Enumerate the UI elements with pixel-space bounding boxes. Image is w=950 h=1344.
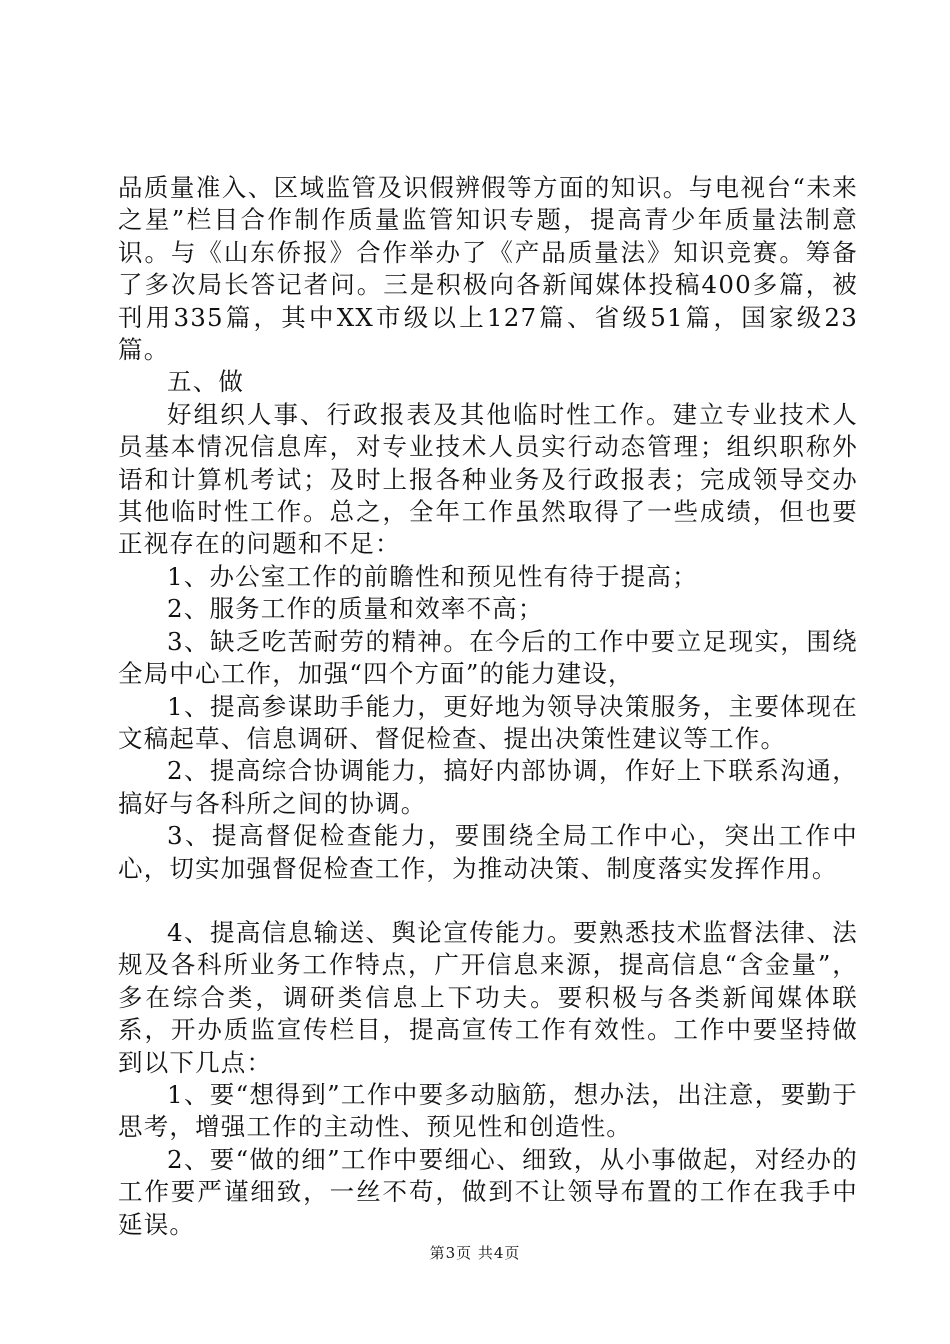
ability-item-3: 3、提高督促检查能力，要围绕全局工作中心，突出工作中心，切实加强督促检查工作，为推动决策、制度落实发挥作用。 — [118, 821, 858, 883]
page-footer: 第3页 共4页 — [429, 1244, 521, 1262]
problem-item-3: 3、缺乏吃苦耐劳的精神。在今后的工作中要立足现实，围绕全局中心工作，加强“四个方面”的能力建设， — [118, 626, 858, 689]
problem-item-2: 2、服务工作的质量和效率不高； — [167, 594, 544, 624]
ability-item-1: 1、提高参谋助手能力，更好地为领导决策服务，主要体现在文稿起草、信息调研、督促检查、提出决策性建议等工作。 — [118, 691, 858, 753]
section-heading-five: 五、做 — [167, 367, 245, 397]
paragraph-personnel-work: 好组织人事、行政报表及其他临时性工作。建立专业技术人员基本情况信息库，对专业技术人员实行动态管理；组织职称外语和计算机考试；及时上报各种业务及行政报表；完成领导交办其他临时性工作。总之，全年工作虽然取得了一些成绩，但也要正视存在的问题和不足： — [118, 399, 858, 559]
ability-item-2: 2、提高综合协调能力，搞好内部协调，作好上下联系沟通，搞好与各科所之间的协调。 — [118, 756, 858, 818]
ability-item-4: 4、提高信息输送、舆论宣传能力。要熟悉技术监督法律、法规及各科所业务工作特点，广开信息来源，提高信息“含金量”，多在综合类，调研类信息上下功夫。要积极与各类新闻媒体联系，开办质监宣传栏目，提高宣传工作有效性。工作中要坚持做到以下几点： — [118, 917, 858, 1077]
problem-item-1: 1、办公室工作的前瞻性和预见性有待于提高； — [167, 561, 698, 591]
paragraph-media-work: 品质量准入、区域监管及识假辨假等方面的知识。与电视台“未来之星”栏目合作制作质量监管知识专题，提高青少年质量法制意识。与《山东侨报》合作举办了《产品质量法》知识竞赛。筹备了多次局长答记者问。三是积极向各新闻媒体投稿400多篇，被刊用335篇，其中XX市级以上127篇、省级51篇，国家级23篇。 — [118, 173, 858, 365]
paragraph-gap — [118, 885, 858, 917]
principle-item-2: 2、要“做的细”工作中要细心、细致，从小事做起，对经办的工作要严谨细致，一丝不苟，做到不让领导布置的工作在我手中延误。 — [118, 1144, 858, 1239]
document-body — [118, 172, 858, 1241]
principle-item-1: 1、要“想得到”工作中要多动脑筋，想办法，出注意，要勤于思考，增强工作的主动性、预见性和创造性。 — [118, 1079, 858, 1142]
